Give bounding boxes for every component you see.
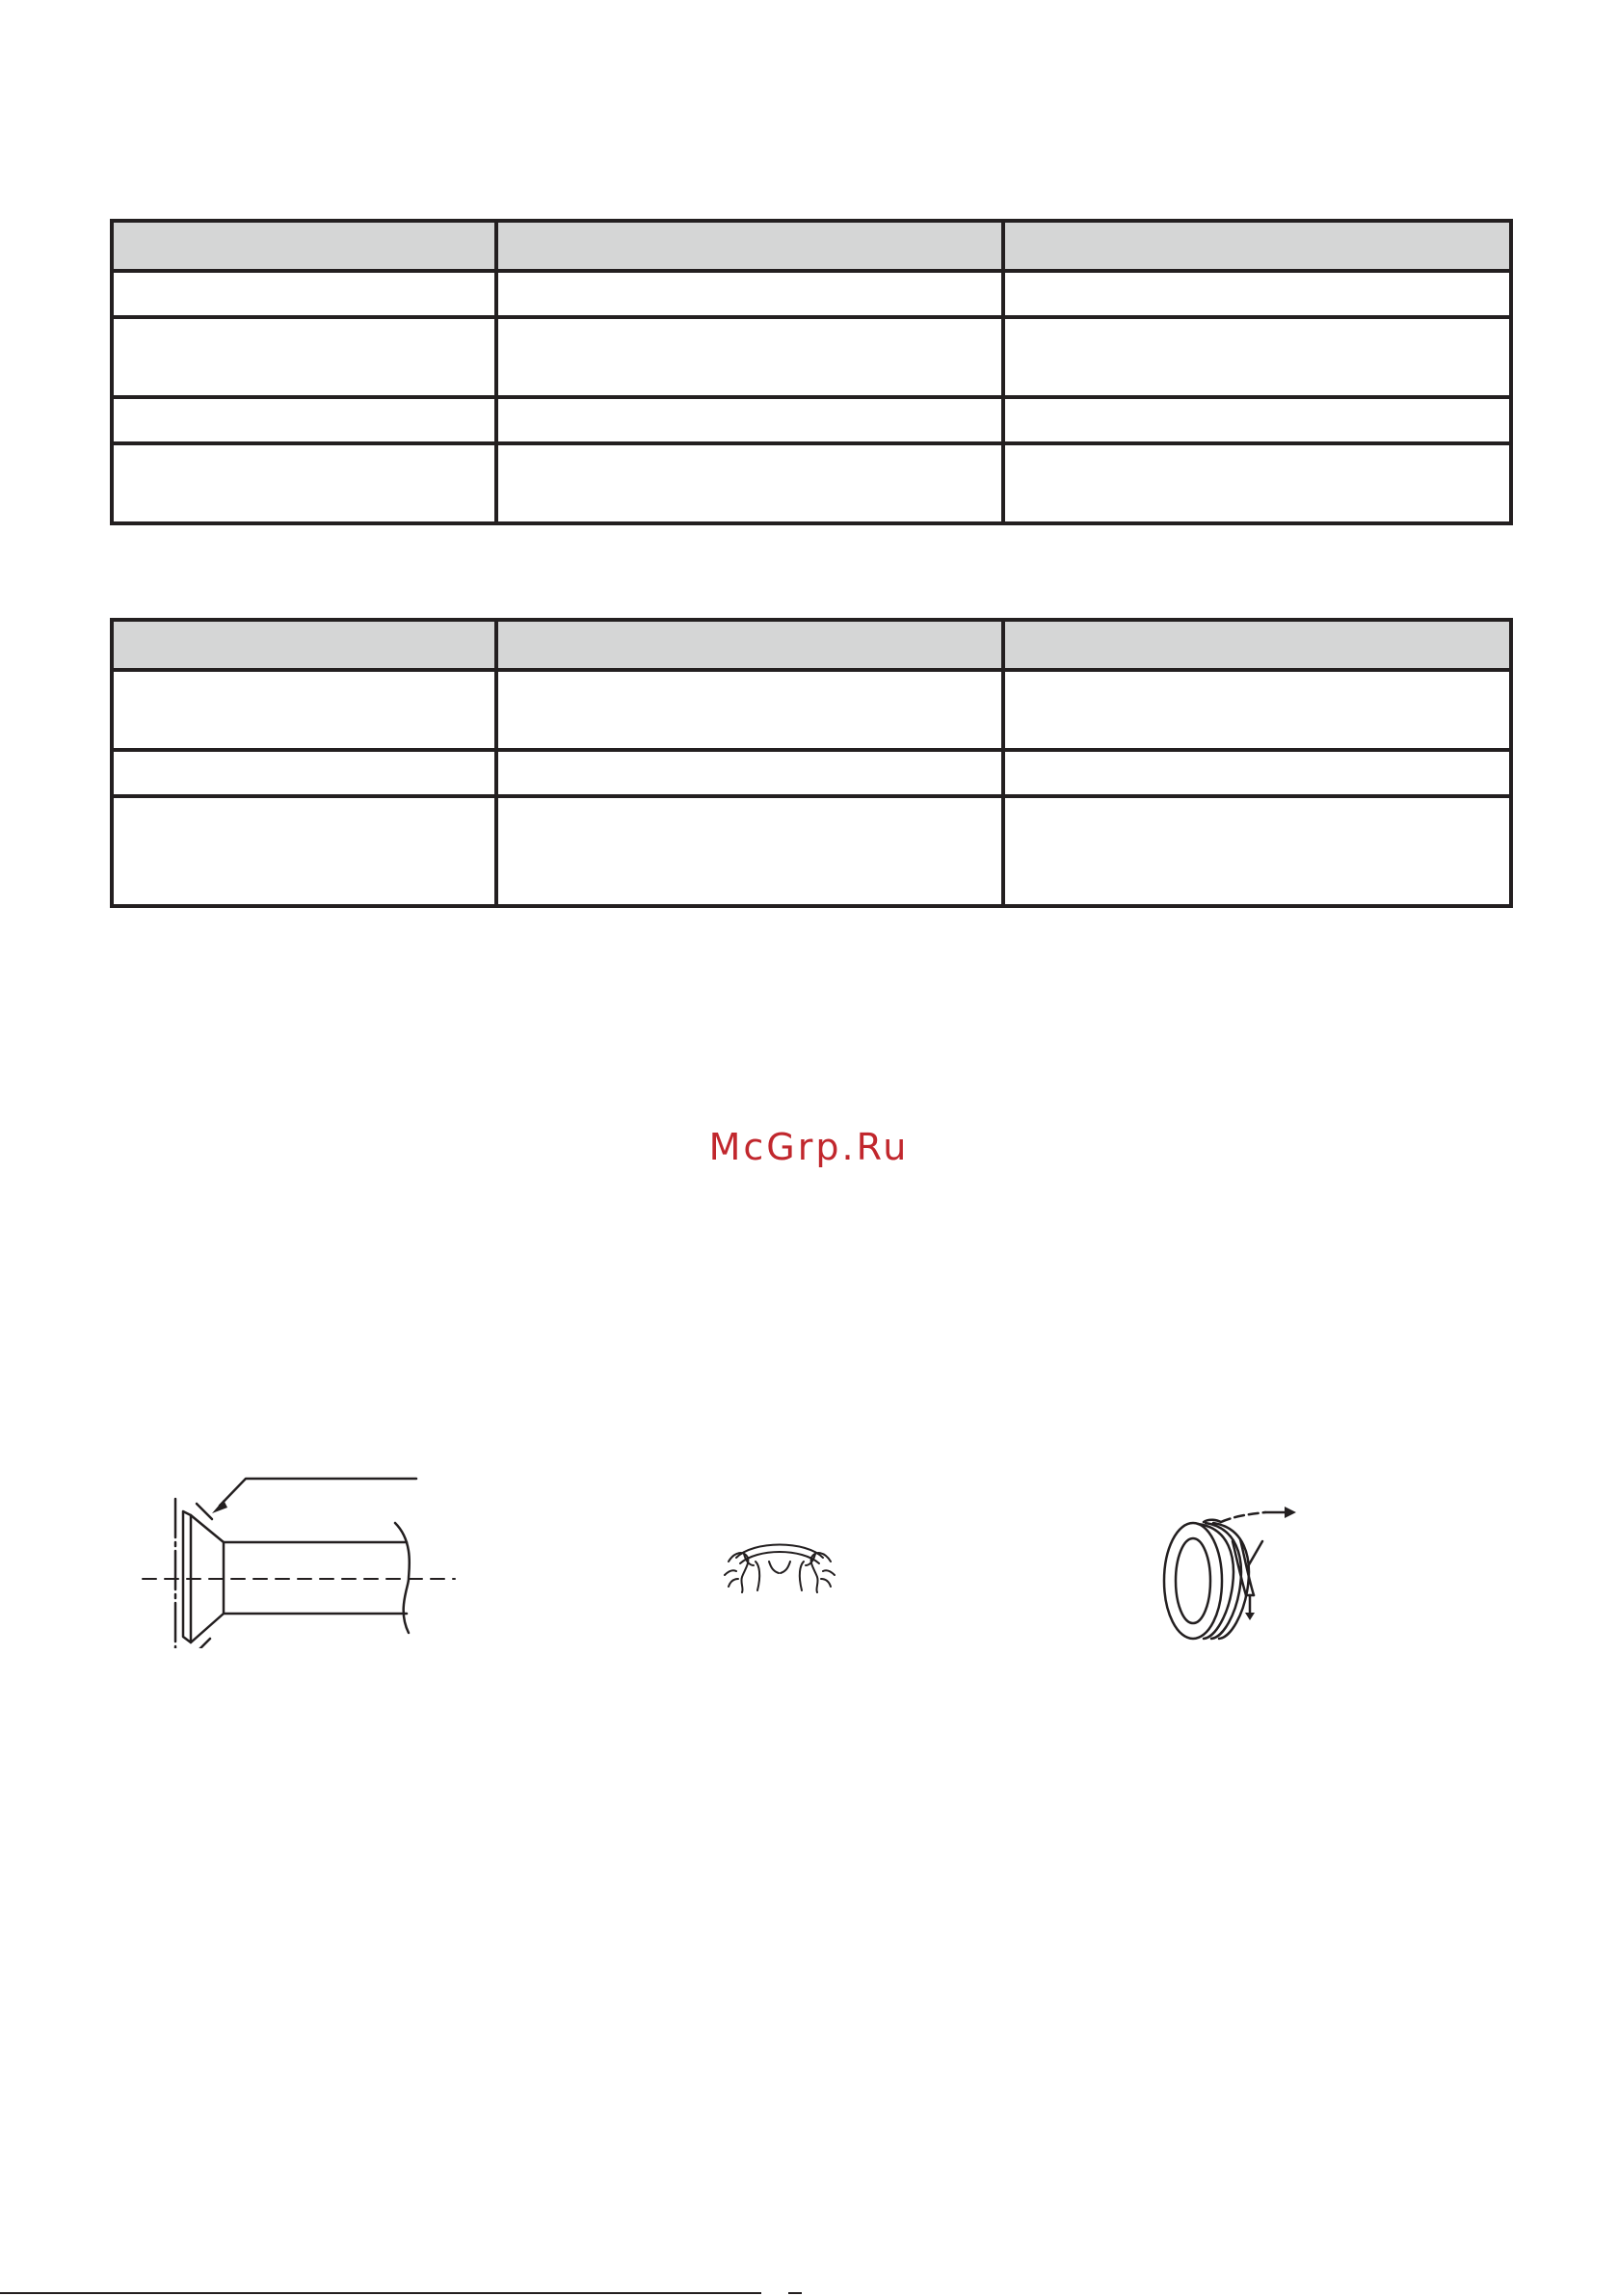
table-row [112, 317, 1511, 397]
footer-rule [0, 2292, 761, 2294]
table-cell [112, 271, 496, 317]
table-cell [496, 796, 1003, 906]
flared-pipe-end-icon [135, 1465, 463, 1648]
table-row [112, 443, 1511, 523]
table-cell [112, 750, 496, 796]
table-header-row [112, 620, 1511, 670]
table-cell [112, 796, 496, 906]
table-cell [1003, 670, 1511, 750]
table-row [112, 750, 1511, 796]
table-cell [112, 317, 496, 397]
watermark-text: McGrp.Ru [708, 1126, 910, 1168]
table-header-cell [112, 620, 496, 670]
table-header-cell [1003, 221, 1511, 271]
table-cell [1003, 796, 1511, 906]
coiled-pipe-icon [1152, 1499, 1306, 1643]
table-header-cell [112, 221, 496, 271]
table-header-cell [1003, 620, 1511, 670]
table-header-cell [496, 620, 1003, 670]
table-row [112, 271, 1511, 317]
table-row [112, 670, 1511, 750]
table-cell [496, 443, 1003, 523]
table-cell [1003, 271, 1511, 317]
table-cell [112, 670, 496, 750]
table-cell [112, 397, 496, 443]
table-cell [496, 670, 1003, 750]
footer-page-marker [788, 2292, 802, 2294]
table-cell [496, 271, 1003, 317]
table-cell [1003, 317, 1511, 397]
table-cell [1003, 750, 1511, 796]
table-cell [496, 397, 1003, 443]
table-row [112, 796, 1511, 906]
table-cell [1003, 443, 1511, 523]
table-header-row [112, 221, 1511, 271]
table-header-cell [496, 221, 1003, 271]
hands-bending-pipe-icon [715, 1533, 844, 1600]
table-cell [496, 750, 1003, 796]
table-cell [496, 317, 1003, 397]
table-cell [112, 443, 496, 523]
table-row [112, 397, 1511, 443]
specification-table-1 [110, 219, 1513, 525]
specification-table-2 [110, 618, 1513, 908]
table-cell [1003, 397, 1511, 443]
